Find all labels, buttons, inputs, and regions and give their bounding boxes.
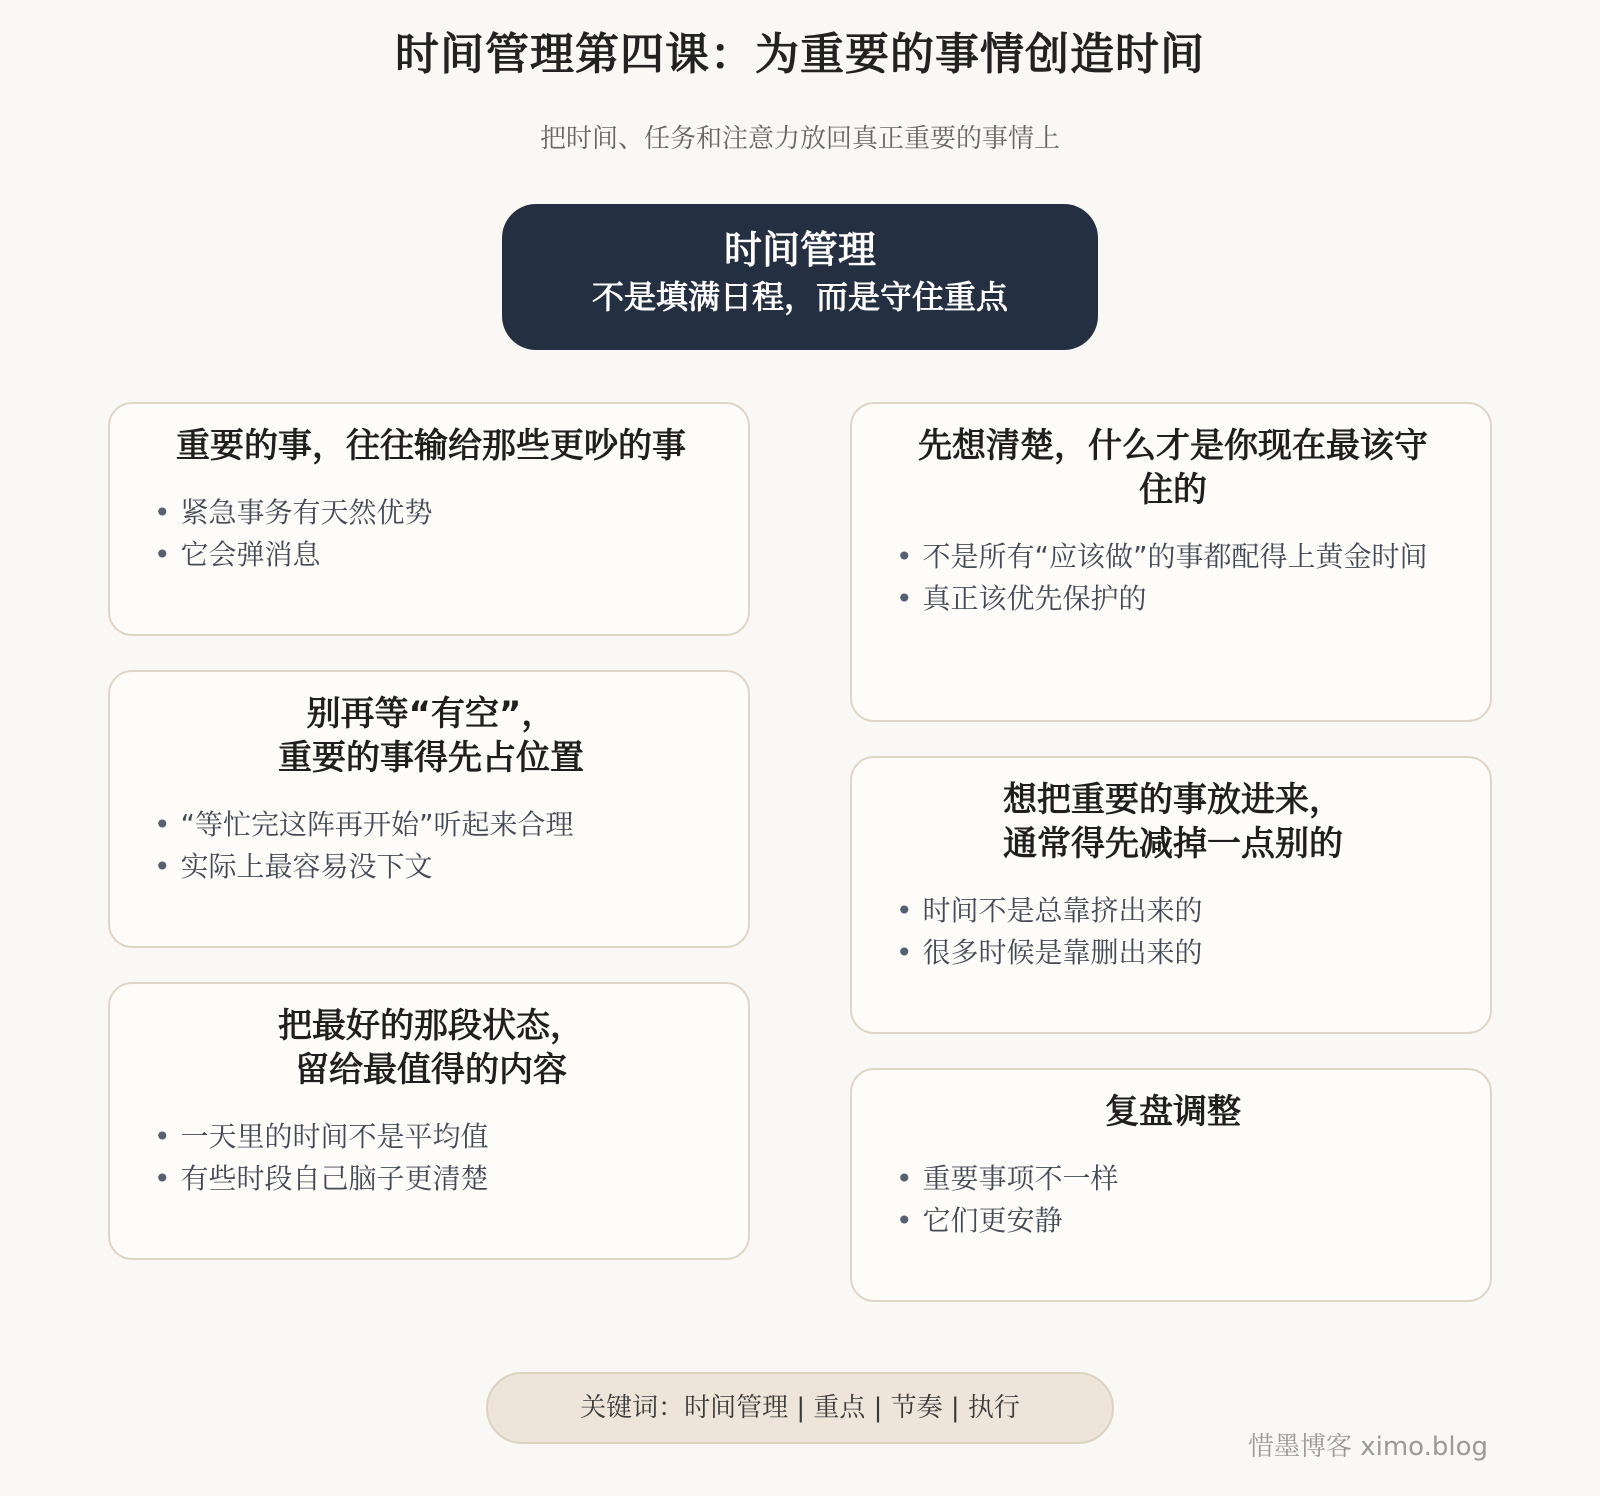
page-title: 时间管理第四课：为重要的事情创造时间 [395, 29, 1205, 80]
central-topic-tagline: 不是填满日程，而是守住重点 [591, 278, 1008, 316]
bullet-item: • 真正该优先保护的 [888, 578, 1458, 620]
bullet-item: • “等忙完这阵再开始”听起来合理 [146, 804, 716, 846]
card-subtract-first [850, 756, 1492, 1034]
card-title: 把最好的那段状态， 留给最值得的内容 [278, 1006, 584, 1090]
card-title: 先想清楚，什么才是你现在最该守 住的 [918, 426, 1428, 510]
bullet-item: • 一天里的时间不是平均值 [146, 1116, 716, 1158]
card-review-adjust [850, 1068, 1492, 1302]
card-title: 别再等“有空”， 重要的事得先占位置 [278, 694, 584, 778]
bullet-list [888, 1158, 1458, 1242]
bullet-item: • 很多时候是靠删出来的 [888, 932, 1458, 974]
card-best-state [108, 982, 750, 1260]
bullet-list [888, 890, 1458, 974]
card-schedule-first [108, 670, 750, 948]
bullet-item: • 有些时段自己脑子更清楚 [146, 1158, 716, 1200]
watermark: 惜墨博客 ximo.blog [1247, 1432, 1488, 1462]
bullet-list [146, 1116, 716, 1200]
central-topic-title: 时间管理 [723, 228, 876, 272]
card-louder-tasks [108, 402, 750, 636]
bullet-item: • 它们更安静 [888, 1200, 1458, 1242]
central-topic-box [502, 204, 1098, 350]
card-title: 想把重要的事放进来， 通常得先减掉一点别的 [1003, 780, 1343, 864]
bullet-list [146, 804, 716, 888]
card-title: 复盘调整 [1105, 1092, 1241, 1132]
bullet-item: • 紧急事务有天然优势 [146, 492, 716, 534]
card-what-to-protect [850, 402, 1492, 722]
bullet-list [888, 536, 1458, 620]
bullet-item: • 时间不是总靠挤出来的 [888, 890, 1458, 932]
card-title: 重要的事，往往输给那些更吵的事 [176, 426, 686, 466]
bullet-item: • 实际上最容易没下文 [146, 846, 716, 888]
keywords-pill: 关键词：时间管理 | 重点 | 节奏 | 执行 [486, 1372, 1114, 1444]
bullet-list [146, 492, 716, 576]
page-subtitle: 把时间、任务和注意力放回真正重要的事情上 [539, 124, 1060, 154]
bullet-item: • 它会弹消息 [146, 534, 716, 576]
bullet-item: • 重要事项不一样 [888, 1158, 1458, 1200]
bullet-item: • 不是所有“应该做”的事都配得上黄金时间 [888, 536, 1458, 578]
